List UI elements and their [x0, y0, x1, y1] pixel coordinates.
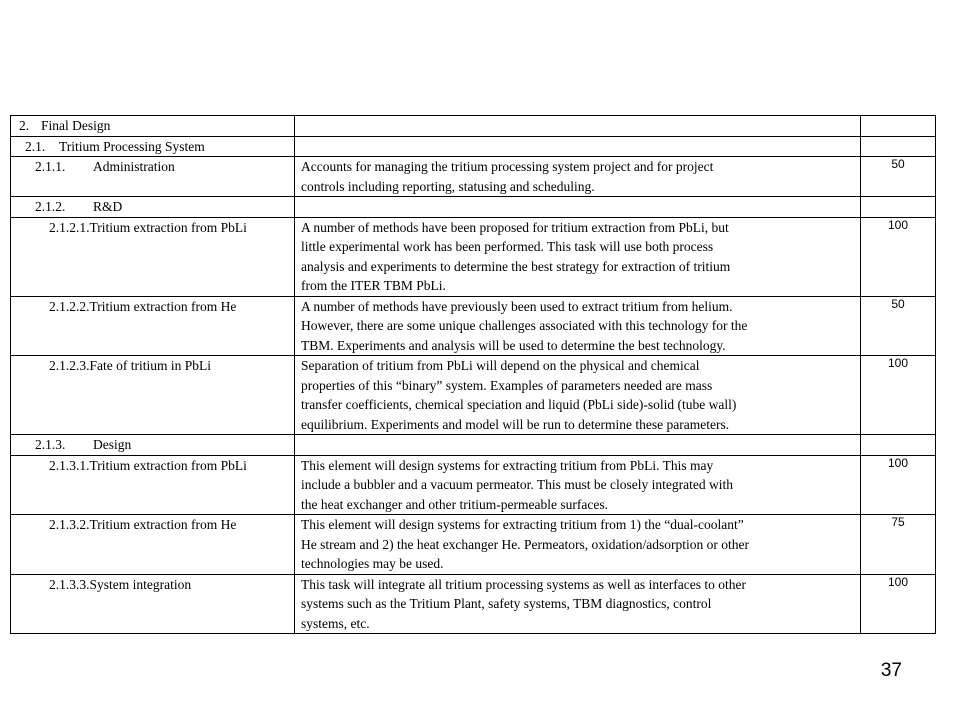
wbs-title: System integration: [89, 576, 192, 592]
wbs-number: 2.: [19, 118, 30, 133]
wbs-table-body: [11, 116, 936, 634]
table-row: [11, 435, 936, 456]
description-line: A number of methods have been proposed for tritium extraction from PbLi, but: [301, 219, 729, 235]
wbs-title: Fate of tritium in PbLi: [89, 358, 211, 373]
description-line: This element will design systems for extracting tritium from 1) the “dual-coolant”: [301, 517, 744, 532]
table-row: [11, 197, 936, 218]
description-line: from the ITER TBM PbLi.: [301, 278, 446, 293]
wbs-description-cell: [295, 197, 861, 218]
table-row: [11, 455, 936, 515]
description-line: systems, etc.: [301, 615, 370, 631]
wbs-description-cell: [295, 515, 861, 575]
wbs-cost-cell: 50: [861, 296, 936, 356]
table-row: [11, 217, 936, 296]
description-line: A number of methods have previously been used to extract tritium from helium.: [301, 298, 733, 314]
wbs-title: R&D: [93, 199, 123, 214]
description-line: transfer coefficients, chemical speciation and liquid (PbLi side)-solid (tube wall): [301, 397, 737, 412]
description-line: properties of this “binary” system. Examples of parameters needed are mass: [301, 377, 713, 393]
description-line: He stream and 2) the heat exchanger He. Permeators, oxidation/adsorption or other: [301, 536, 749, 552]
wbs-title: Final Design: [41, 118, 111, 133]
wbs-number: 2.1.2.2.: [49, 298, 90, 314]
wbs-number: 2.1.3.: [35, 437, 66, 452]
wbs-cost-cell: 50: [861, 157, 936, 197]
wbs-cost-cell: [861, 116, 936, 137]
table-row: [11, 116, 936, 137]
wbs-title: Design: [93, 437, 132, 452]
wbs-item-title-cell: [11, 157, 295, 197]
wbs-title: Tritium Processing System: [59, 138, 205, 154]
wbs-description-cell: [295, 217, 861, 296]
description-line: However, there are some unique challenges associated with this technology for the: [301, 318, 748, 333]
wbs-cost-cell: 100: [861, 356, 936, 435]
description-line: This element will design systems for extracting tritium from PbLi. This may: [301, 457, 714, 473]
wbs-number: 2.1.1.: [35, 159, 66, 174]
wbs-number: 2.1.2.1.: [49, 219, 90, 235]
wbs-cost-cell: 100: [861, 217, 936, 296]
wbs-cost-cell: [861, 197, 936, 218]
wbs-cost-cell: [861, 435, 936, 456]
wbs-description-cell: [295, 435, 861, 456]
wbs-table: [10, 115, 936, 634]
description-line: the heat exchanger and other tritium-permeable surfaces.: [301, 496, 608, 512]
table-row: [11, 515, 936, 575]
wbs-number: 2.1.: [25, 138, 46, 154]
wbs-item-title-cell: [11, 116, 295, 137]
wbs-number: 2.1.2.: [35, 199, 66, 214]
wbs-item-title-cell: [11, 197, 295, 218]
wbs-number: 2.1.2.3.: [49, 358, 90, 373]
wbs-item-title-cell: [11, 136, 295, 157]
description-line: technologies may be used.: [301, 556, 444, 571]
description-line: analysis and experiments to determine the best strategy for extraction of tritium: [301, 258, 731, 274]
wbs-description-cell: [295, 116, 861, 137]
table-row: [11, 136, 936, 157]
wbs-item-title-cell: [11, 217, 295, 296]
table-row: [11, 574, 936, 634]
wbs-cost-cell: 100: [861, 455, 936, 515]
wbs-description-cell: [295, 136, 861, 157]
wbs-item-title-cell: [11, 574, 295, 634]
wbs-title: Tritium extraction from He: [89, 298, 237, 314]
description-line: Accounts for managing the tritium processing system project and for project: [301, 159, 714, 174]
description-line: systems such as the Tritium Plant, safety systems, TBM diagnostics, control: [301, 596, 712, 611]
wbs-title: Tritium extraction from He: [89, 517, 237, 532]
page-number: 37: [880, 660, 902, 681]
description-line: equilibrium. Experiments and model will be run to determine these parameters.: [301, 416, 730, 432]
wbs-description-cell: [295, 157, 861, 197]
description-line: controls including reporting, statusing and scheduling.: [301, 178, 595, 194]
wbs-title: Tritium extraction from PbLi: [89, 457, 247, 473]
wbs-title: Administration: [93, 159, 175, 174]
wbs-title: Tritium extraction from PbLi: [89, 219, 247, 235]
description-line: include a bubbler and a vacuum permeator. This must be closely integrated with: [301, 477, 733, 492]
description-line: TBM. Experiments and analysis will be used to determine the best technology.: [301, 337, 726, 353]
wbs-description-cell: [295, 356, 861, 435]
wbs-number: 2.1.3.2.: [49, 517, 90, 532]
wbs-cost-cell: 100: [861, 574, 936, 634]
wbs-item-title-cell: [11, 515, 295, 575]
wbs-description-cell: [295, 455, 861, 515]
wbs-item-title-cell: [11, 356, 295, 435]
description-line: Separation of tritium from PbLi will depend on the physical and chemical: [301, 358, 700, 373]
wbs-description-cell: [295, 296, 861, 356]
wbs-number: 2.1.3.3.: [49, 576, 90, 592]
wbs-item-title-cell: [11, 455, 295, 515]
table-row: [11, 356, 936, 435]
wbs-item-title-cell: [11, 435, 295, 456]
description-line: This task will integrate all tritium processing systems as well as interfaces to other: [301, 576, 747, 592]
table-row: [11, 296, 936, 356]
table-row: [11, 157, 936, 197]
wbs-cost-cell: [861, 136, 936, 157]
wbs-number: 2.1.3.1.: [49, 457, 90, 473]
wbs-cost-cell: 75: [861, 515, 936, 575]
wbs-item-title-cell: [11, 296, 295, 356]
wbs-description-cell: [295, 574, 861, 634]
description-line: little experimental work has been performed. This task will use both process: [301, 239, 714, 254]
